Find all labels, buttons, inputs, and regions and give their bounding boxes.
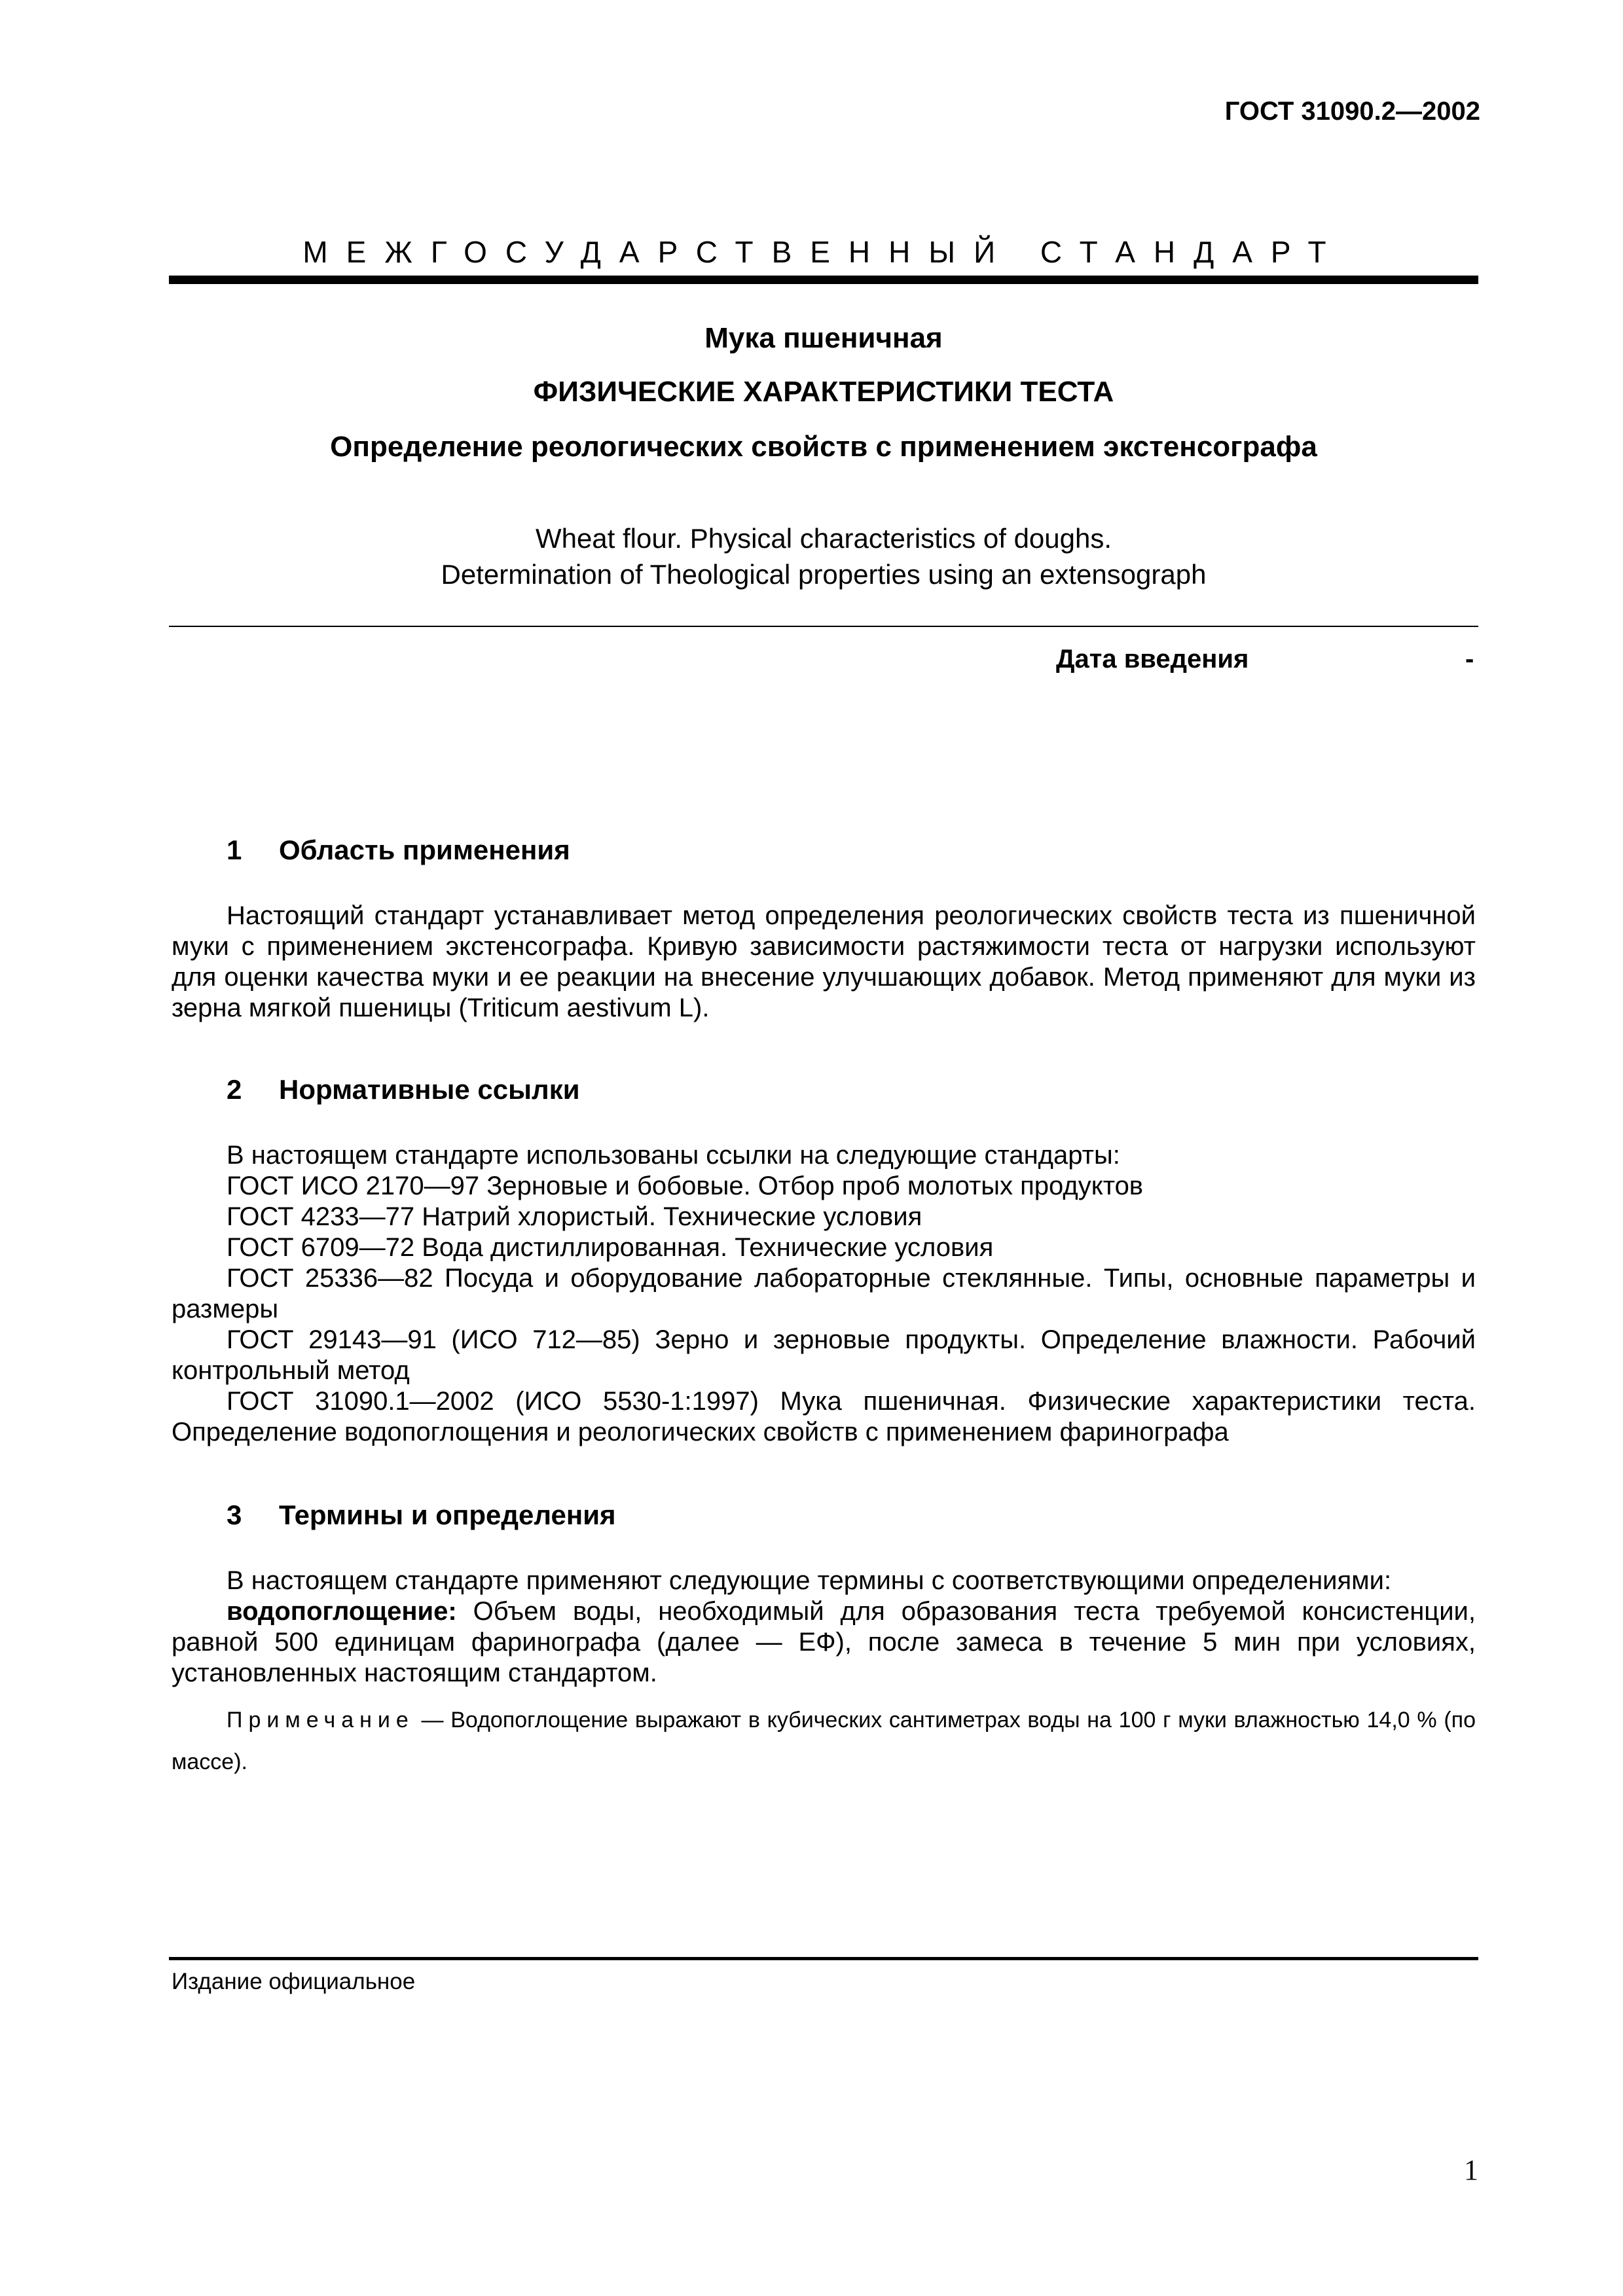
introduction-date-value: - bbox=[1465, 645, 1474, 673]
reference-item: ГОСТ ИСО 2170—97 Зерновые и бобовые. Отбор проб молотых продуктов bbox=[227, 1172, 1144, 1200]
term-definition-text: Объем воды, необходимый для образования теста требуемой консистенции, равной 500 единицам фаринографа (далее — ЕФ), после замеса в течение 5 мин при условиях, установленных настоящим стандартом. bbox=[172, 1597, 1476, 1687]
section-title: Термины и определения bbox=[279, 1499, 616, 1530]
title-subject: ФИЗИЧЕСКИЕ ХАРАКТЕРИСТИКИ ТЕСТА bbox=[533, 376, 1114, 408]
term-definition bbox=[172, 1596, 1476, 1689]
note-text: — Водопоглощение выражают в кубических сантиметрах воды на 100 г муки влажностью 14,0 % (по массе). bbox=[172, 1708, 1476, 1774]
english-title-line-2: Determination of Theological properties using an extensograph bbox=[441, 559, 1207, 590]
section-scope-heading bbox=[227, 834, 570, 866]
section-number: 2 bbox=[227, 1074, 242, 1105]
scope-paragraph: Настоящий стандарт устанавливает метод определения реологических свойств теста из пшеничной муки с применением экстенсографа. Кривую зависимости растяжимости теста от нагрузки используют для оценки качества муки и ее реакции на внесение улучшающих добавок. Метод применяют для муки из зерна мягкой пшеницы (Triticum aestivum L). bbox=[172, 901, 1476, 1022]
section-title: Область применения bbox=[279, 834, 570, 865]
note-label: Примечание bbox=[227, 1708, 414, 1732]
terms-note bbox=[172, 1699, 1476, 1783]
standard-type-heading: МЕЖГОСУДАРСТВЕННЫЙ СТАНДАРТ bbox=[302, 235, 1345, 269]
title-product: Мука пшеничная bbox=[704, 322, 943, 354]
reference-item: ГОСТ 31090.1—2002 (ИСО 5530-1:1997) Мука пшеничная. Физические характеристики теста. Определение водопоглощения и реологических свойств с применением фаринографа bbox=[172, 1387, 1476, 1446]
english-title-line-1: Wheat flour. Physical characteristics of doughs. bbox=[535, 523, 1112, 554]
section-number: 1 bbox=[227, 834, 242, 865]
reference-item: ГОСТ 6709—72 Вода дистиллированная. Технические условия bbox=[227, 1233, 994, 1262]
reference-item: ГОСТ 25336—82 Посуда и оборудование лабораторные стеклянные. Типы, основные параметры и размеры bbox=[172, 1264, 1476, 1323]
term-name: водопоглощение: bbox=[227, 1597, 457, 1626]
title-method: Определение реологических свойств с применением экстенсографа bbox=[330, 431, 1317, 463]
introduction-date-label: Дата введения bbox=[1056, 645, 1249, 673]
section-number: 3 bbox=[227, 1499, 242, 1530]
reference-item: ГОСТ 29143—91 (ИСО 712—85) Зерно и зерновые продукты. Определение влажности. Рабочий контрольный метод bbox=[172, 1325, 1476, 1385]
title-divider bbox=[169, 626, 1478, 627]
header-divider bbox=[169, 276, 1478, 284]
gost-number: ГОСТ 31090.2—2002 bbox=[1224, 97, 1480, 126]
footer-divider bbox=[169, 1957, 1478, 1960]
section-terms-heading bbox=[227, 1499, 616, 1531]
section-title: Нормативные ссылки bbox=[279, 1074, 580, 1105]
section-references-heading bbox=[227, 1074, 580, 1105]
terms-intro: В настоящем стандарте применяют следующие термины с соответствующими определениями: bbox=[227, 1566, 1392, 1595]
references-intro: В настоящем стандарте использованы ссылки на следующие стандарты: bbox=[227, 1141, 1120, 1170]
reference-item: ГОСТ 4233—77 Натрий хлористый. Технические условия bbox=[227, 1202, 922, 1231]
edition-label: Издание официальное bbox=[172, 1969, 416, 1994]
page-number: 1 bbox=[1464, 2154, 1478, 2186]
